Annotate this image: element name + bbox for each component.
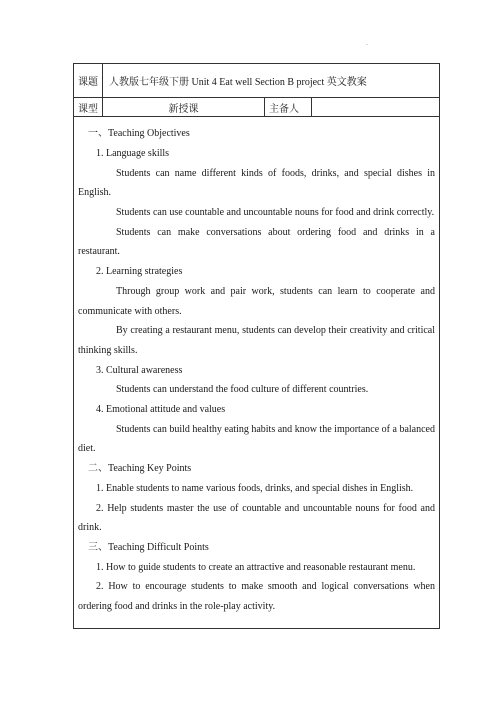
section-heading-difficult-points: 三、Teaching Difficult Points [88,541,209,553]
lesson-content [74,117,440,629]
subheading-learning-strategies: 2. Learning strategies [96,266,183,278]
title-label: 课题 [74,64,103,98]
key-point-item: 1. Enable students to name various foods, drinks, and special dishes in English. [96,482,414,494]
subheading-language-skills: 1. Language skills [96,147,170,159]
objective-paragraph: Students can name different kinds of foods, drinks, and special dishes in English. [78,167,435,199]
objective-paragraph: Students can build healthy eating habits and know the importance of a balanced diet. [78,423,435,455]
corner-mark: . [366,38,368,47]
preparer-label: 主备人 [265,98,312,117]
objective-paragraph: Students can use countable and uncountable nouns for food and drink correctly. [116,207,435,219]
type-row [74,98,440,117]
content-row [74,117,440,629]
subheading-cultural-awareness: 3. Cultural awareness [96,364,183,376]
difficult-point-item: 2. How to encourage students to make smooth and logical conversations when ordering food and drinks in the role-play activity. [78,581,435,613]
difficult-point-item: 1. How to guide students to create an attractive and reasonable restaurant menu. [96,561,416,573]
lesson-plan-table [73,63,440,629]
section-heading-objectives: 一、Teaching Objectives [88,128,190,140]
lesson-title: 人教版七年级下册 Unit 4 Eat well Section B project 英文教案 [103,64,440,98]
type-value: 新授课 [103,98,265,117]
type-label: 课型 [74,98,103,117]
objective-paragraph: Through group work and pair work, students can learn to cooperate and communicate with others. [78,285,435,317]
objective-paragraph: Students can make conversations about ordering food and drinks in a restaurant. [78,226,435,258]
objective-paragraph: Students can understand the food culture of different countries. [116,384,369,396]
preparer-value [312,98,440,117]
title-row [74,64,440,98]
section-heading-key-points: 二、Teaching Key Points [88,463,192,475]
subheading-emotional-attitude: 4. Emotional attitude and values [96,404,226,416]
objective-paragraph: By creating a restaurant menu, students can develop their creativity and critical thinking skills. [78,325,435,356]
key-point-item: 2. Help students master the use of countable and uncountable nouns for food and drink. [78,502,435,534]
